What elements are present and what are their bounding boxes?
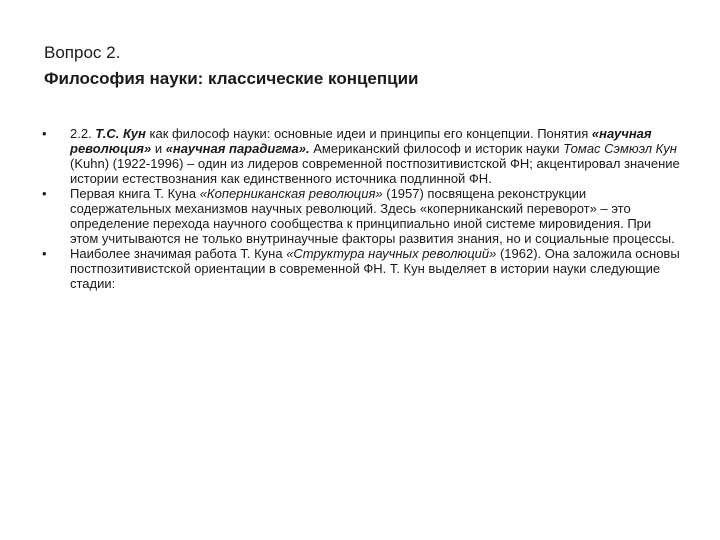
text-run: (1957) посвящена реконструкции содержательных механизмов научных революций. Здесь «коперниканский переворот» – это определение перехода научного сообщества к принципиально иной системе мировидения. При этом учитываются не только внутринаучные факторы развития знания, но и социальные процессы. [70, 186, 675, 246]
text-run: (1962). Она заложила основы постпозитивистской ориентации в современной ФН. Т. Кун выделяет в истории науки следующие стадии: [70, 246, 680, 291]
bullet-item-main-work [42, 246, 682, 291]
bullet-marker: • [42, 246, 47, 261]
emphasis-book-title: «Коперниканская революция» [199, 186, 383, 201]
slide-title [44, 42, 684, 90]
text-run: Наиболее значимая работа Т. Куна [70, 246, 287, 261]
bullet-marker: • [42, 186, 47, 201]
emphasis-term: «научная парадигма». [165, 141, 310, 156]
text-run: Американский философ и историк науки [309, 141, 564, 156]
question-number: Вопрос 2. [44, 43, 121, 62]
bullet-marker: • [42, 126, 47, 141]
bullet-item-kuhn-intro [42, 126, 682, 186]
bullet-item-first-book [42, 186, 682, 246]
topic-title: Философия науки: классические концепции [44, 69, 419, 88]
bullet-list [42, 126, 682, 291]
emphasis-term: «научная революция» [70, 126, 652, 156]
emphasis-book-title: «Структура научных революций» [286, 246, 497, 261]
text-run: 2.2. [70, 126, 96, 141]
text-run: как философ науки: основные идеи и принципы его концепции. Понятия [145, 126, 592, 141]
text-run: Первая книга Т. Куна [70, 186, 200, 201]
text-run: и [151, 141, 166, 156]
emphasis-name: Томас Сэмюэл Кун [563, 141, 677, 156]
emphasis-name: Т.С. Кун [95, 126, 146, 141]
text-run: (Kuhn) (1922-1996) – один из лидеров современной постпозитивистской ФН; акцентировал значение истории естествознания как единственного источника подлинной ФН. [70, 156, 680, 186]
